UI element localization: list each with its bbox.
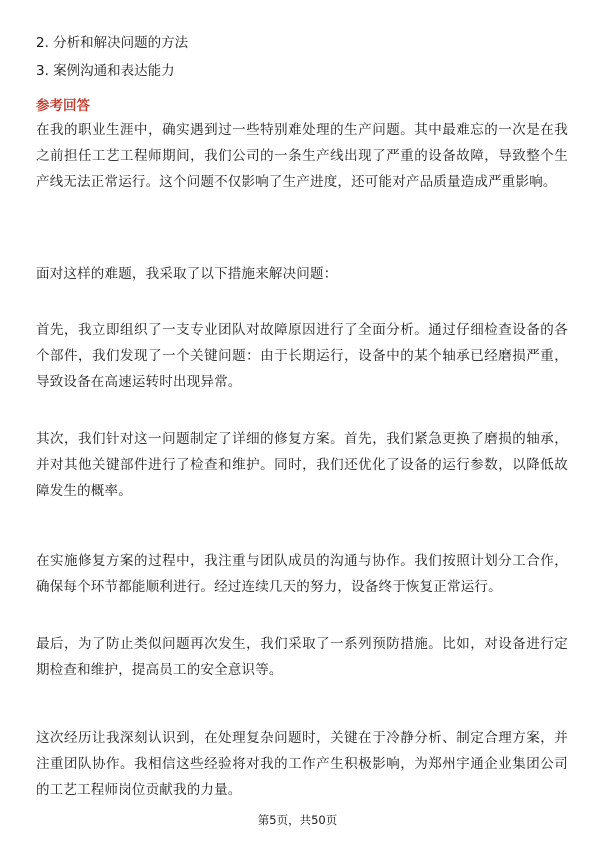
answer-paragraph-first: 首先，我立即组织了一支专业团队对故障原因进行了全面分析。通过仔细检查设备的各个部件，我们发现了一个关键问题：由于长期运行，设备中的某个轴承已经磨损严重，导致设备在高速运转时出现异常。 [36, 322, 568, 390]
answer-paragraph-conclusion: 这次经历让我深刻认识到，在处理复杂问题时，关键在于冷静分析、制定合理方案，并注重团队协作。我相信这些经验将对我的工作产生积极影响，为郑州宇通企业集团公司的工艺工程师岗位贡献我的力量。 [36, 730, 568, 798]
answer-paragraph-approach: 面对这样的难题，我采取了以下措施来解决问题： [36, 266, 338, 282]
reference-answer-heading: 参考回答 [36, 98, 90, 114]
page-number: 第5页，共50页 [257, 813, 338, 827]
answer-paragraph-implementation: 在实施修复方案的过程中，我注重与团队成员的沟通与协作。我们按照计划分工合作，确保每个环节都能顺利进行。经过连续几天的努力，设备终于恢复正常运行。 [36, 553, 568, 595]
answer-paragraph-second: 其次，我们针对这一问题制定了详细的修复方案。首先，我们紧急更换了磨损的轴承，并对其他关键部件进行了检查和维护。同时，我们还优化了设备的运行参数，以降低故障发生的概率。 [36, 431, 568, 499]
list-item-analysis-method: 2. 分析和解决问题的方法 [36, 35, 189, 51]
answer-paragraph-intro: 在我的职业生涯中，确实遇到过一些特别难处理的生产问题。其中最难忘的一次是在我之前担任工艺工程师期间，我们公司的一条生产线出现了严重的设备故障，导致整个生产线无法正常运行。这个问题不仅影响了生产进度，还可能对产品质量造成严重影响。 [36, 122, 568, 190]
list-item-communication: 3. 案例沟通和表达能力 [36, 63, 175, 79]
answer-paragraph-prevention: 最后，为了防止类似问题再次发生，我们采取了一系列预防措施。比如，对设备进行定期检查和维护，提高员工的安全意识等。 [36, 636, 568, 678]
